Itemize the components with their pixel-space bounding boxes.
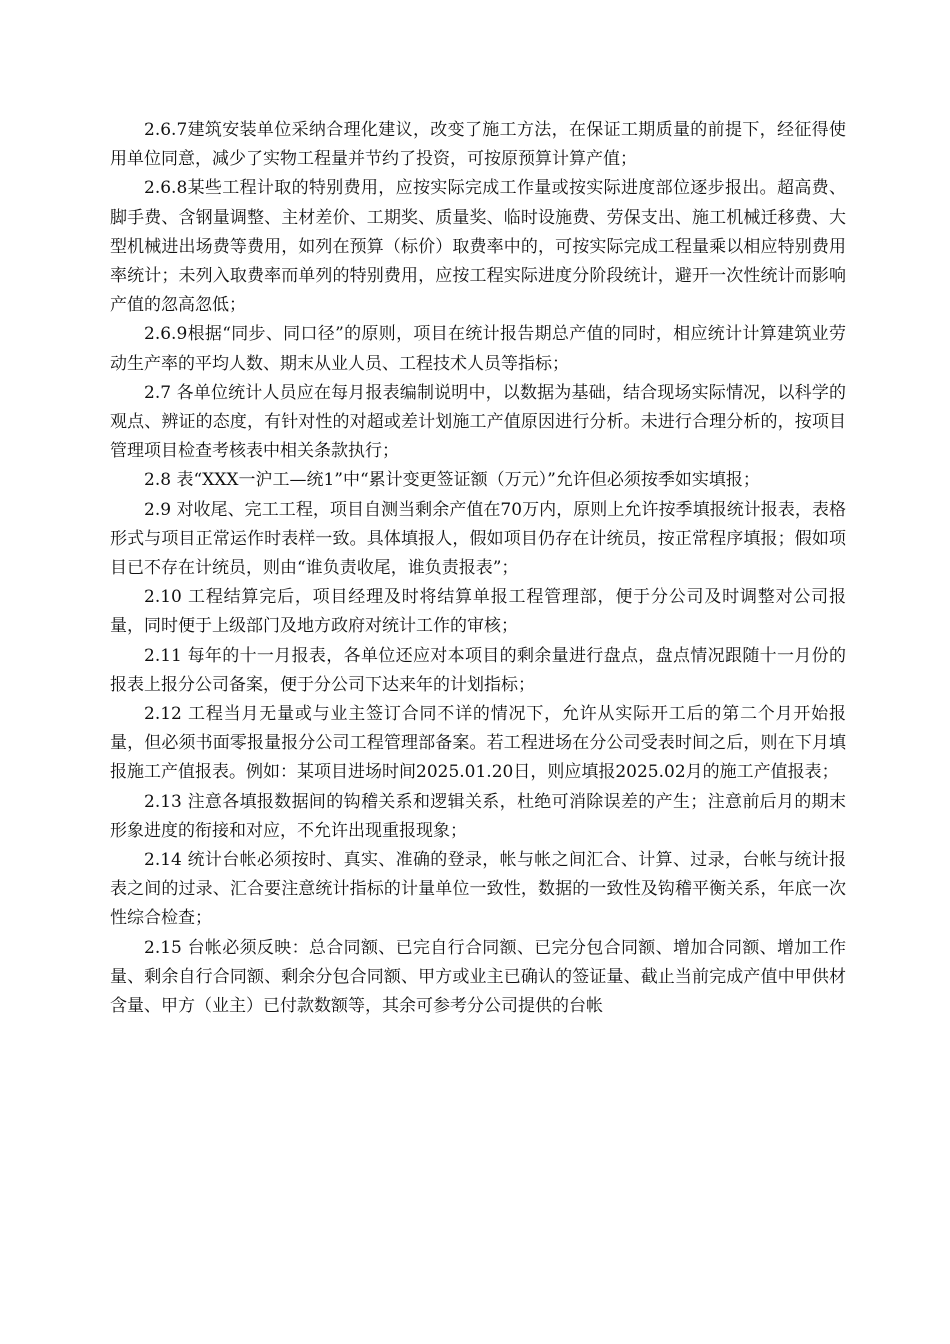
paragraph-2-13: 2.13 注意各填报数据间的钩稽关系和逻辑关系，杜绝可消除误差的产生；注意前后月的期末形象进度的衔接和对应，不允许出现重报现象； xyxy=(110,791,846,841)
paragraph-2-7: 2.7 各单位统计人员应在每月报表编制说明中，以数据为基础，结合现场实际情况，以科学的观点、辨证的态度，有针对性的对超或差计划施工产值原因进行分析。未进行合理分析的，按项目管理项目检查考核表中相关条款执行； xyxy=(110,382,846,462)
paragraph-2-12: 2.12 工程当月无量或与业主签订合同不详的情况下，允许从实际开工后的第二个月开始报量，但必须书面零报量报分公司工程管理部备案。若工程进场在分公司受表时间之后，则在下月填报施工产值报表。例如：某项目进场时间2025.01.20日，则应填报2025.02月的施工产值报表； xyxy=(110,704,846,783)
paragraph-2-11: 2.11 每年的十一月报表，各单位还应对本项目的剩余量进行盘点，盘点情况跟随十一月份的报表上报分公司备案，便于分公司下达来年的计划指标； xyxy=(110,645,846,695)
paragraph-2-15: 2.15 台帐必须反映：总合同额、已完自行合同额、已完分包合同额、增加合同额、增加工作量、剩余自行合同额、剩余分包合同额、甲方或业主已确认的签证量、截止当前完成产值中甲供材含量、甲方（业主）已付款数额等，其余可参考分公司提供的台帐 xyxy=(110,937,846,1017)
paragraph-2-6-9: 2.6.9根据“同步、同口径”的原则，项目在统计报告期总产值的同时，相应统计计算建筑业劳动生产率的平均人数、期末从业人员、工程技术人员等指标； xyxy=(110,324,846,374)
paragraph-2-6-8: 2.6.8某些工程计取的特别费用，应按实际完成工作量或按实际进度部位逐步报出。超高费、脚手费、含钢量调整、主材差价、工期奖、质量奖、临时设施费、劳保支出、施工机械迁移费、大型机械进出场费等费用，如列在预算（标价）取费率中的，可按实际完成工程量乘以相应特别费用率统计；未列入取费率而单列的特别费用，应按工程实际进度分阶段统计，避开一次性统计而影响产值的忽高忽低； xyxy=(110,178,846,316)
paragraph-2-9: 2.9 对收尾、完工工程，项目自测当剩余产值在70万内，原则上允许按季填报统计报表，表格形式与项目正常运作时表样一致。具体填报人，假如项目仍存在计统员，按正常程序填报；假如项目已不存在计统员，则由“谁负责收尾，谁负责报表”； xyxy=(110,499,846,579)
paragraph-2-10: 2.10 工程结算完后，项目经理及时将结算单报工程管理部，便于分公司及时调整对公司报量，同时便于上级部门及地方政府对统计工作的审核； xyxy=(110,587,846,637)
paragraph-2-6-7: 2.6.7建筑安装单位采纳合理化建议，改变了施工方法，在保证工期质量的前提下，经征得使用单位同意，减少了实物工程量并节约了投资，可按原预算计算产值； xyxy=(110,120,846,170)
document-body xyxy=(110,116,846,1021)
paragraph-2-14: 2.14 统计台帐必须按时、真实、准确的登录，帐与帐之间汇合、计算、过录，台帐与统计报表之间的过录、汇合要注意统计指标的计量单位一致性，数据的一致性及钩稽平衡关系，年底一次性综合检查； xyxy=(110,850,846,929)
paragraph-2-8: 2.8 表“XXX一沪工—统1”中“累计变更签证额（万元）”允许但必须按季如实填报； xyxy=(144,470,760,491)
